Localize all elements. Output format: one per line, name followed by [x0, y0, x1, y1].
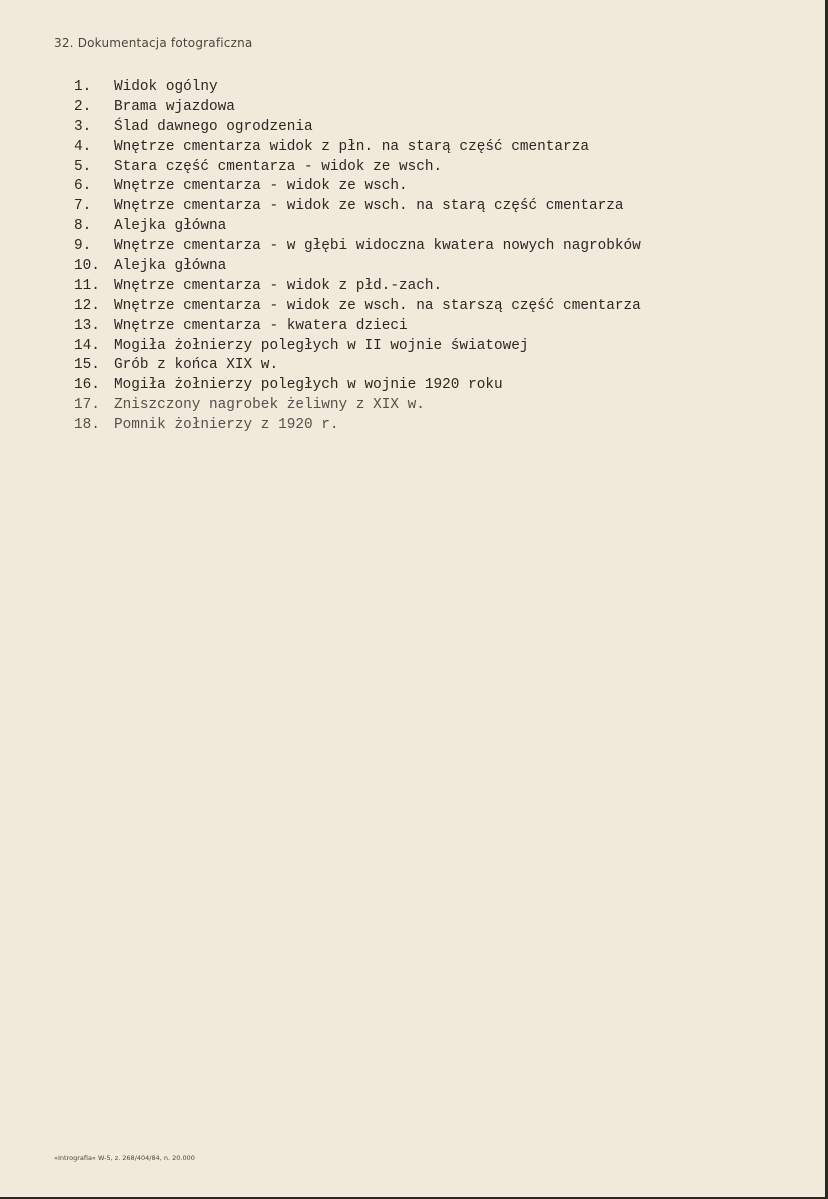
item-number: 2. — [74, 98, 92, 115]
item-text: Grób z końca XIX w. — [114, 357, 279, 374]
item-number: 5. — [74, 158, 92, 175]
list-item — [74, 356, 641, 376]
item-text: Ślad dawnego ogrodzenia — [114, 118, 313, 135]
item-number: 13. — [74, 317, 100, 334]
item-text: Mogiła żołnierzy poległych w wojnie 1920 roku — [114, 377, 503, 394]
item-number: 4. — [74, 138, 92, 155]
list-item — [74, 277, 641, 297]
item-text: Stara część cmentarza - widok ze wsch. — [114, 158, 443, 175]
item-text: Wnętrze cmentarza - widok ze wsch. — [114, 178, 408, 195]
item-text: Wnętrze cmentarza - widok ze wsch. na starą część cmentarza — [114, 198, 624, 215]
printer-imprint: »Intrografia« W-5, z. 268/404/84, n. 20.000 — [54, 1154, 195, 1162]
item-text: Zniszczony nagrobek żeliwny z XIX w. — [114, 397, 425, 414]
item-text: Wnętrze cmentarza widok z płn. na starą część cmentarza — [114, 138, 589, 155]
list-item — [74, 416, 641, 436]
list-item — [74, 158, 641, 178]
item-text: Wnętrze cmentarza - kwatera dzieci — [114, 317, 408, 334]
list-item — [74, 376, 641, 396]
item-number: 14. — [74, 337, 100, 354]
list-item — [74, 337, 641, 357]
item-number: 17. — [74, 397, 100, 414]
list-item — [74, 118, 641, 138]
item-number: 15. — [74, 357, 100, 374]
item-number: 10. — [74, 258, 100, 275]
item-text: Brama wjazdowa — [114, 98, 235, 115]
list-item — [74, 138, 641, 158]
photo-documentation-list — [74, 78, 641, 436]
item-number: 3. — [74, 118, 92, 135]
item-text: Alejka główna — [114, 258, 227, 275]
item-text: Mogiła żołnierzy poległych w II wojnie światowej — [114, 337, 529, 354]
item-text: Wnętrze cmentarza - widok z płd.-zach. — [114, 277, 443, 294]
item-number: 1. — [74, 79, 92, 95]
item-text: Pomnik żołnierzy z 1920 r. — [114, 417, 339, 434]
item-number: 8. — [74, 218, 92, 235]
item-number: 7. — [74, 198, 92, 215]
list-item — [74, 297, 641, 317]
list-item — [74, 396, 641, 416]
list-item — [74, 217, 641, 237]
list-item — [74, 317, 641, 337]
item-number: 18. — [74, 417, 100, 434]
item-number: 12. — [74, 297, 100, 314]
item-number: 11. — [74, 277, 100, 294]
item-number: 6. — [74, 178, 92, 195]
list-item — [74, 197, 641, 217]
item-text: Alejka główna — [114, 218, 227, 235]
list-item — [74, 177, 641, 197]
list-item — [74, 237, 641, 257]
item-text: Wnętrze cmentarza - widok ze wsch. na starszą część cmentarza — [114, 297, 641, 314]
item-number: 9. — [74, 238, 92, 255]
list-item — [74, 98, 641, 118]
item-text: Widok ogólny — [114, 79, 218, 95]
item-text: Wnętrze cmentarza - w głębi widoczna kwatera nowych nagrobków — [114, 238, 641, 255]
item-number: 16. — [74, 377, 100, 394]
section-heading: 32. Dokumentacja fotograficzna — [54, 36, 253, 50]
list-item — [74, 257, 641, 277]
list-item — [74, 78, 641, 98]
